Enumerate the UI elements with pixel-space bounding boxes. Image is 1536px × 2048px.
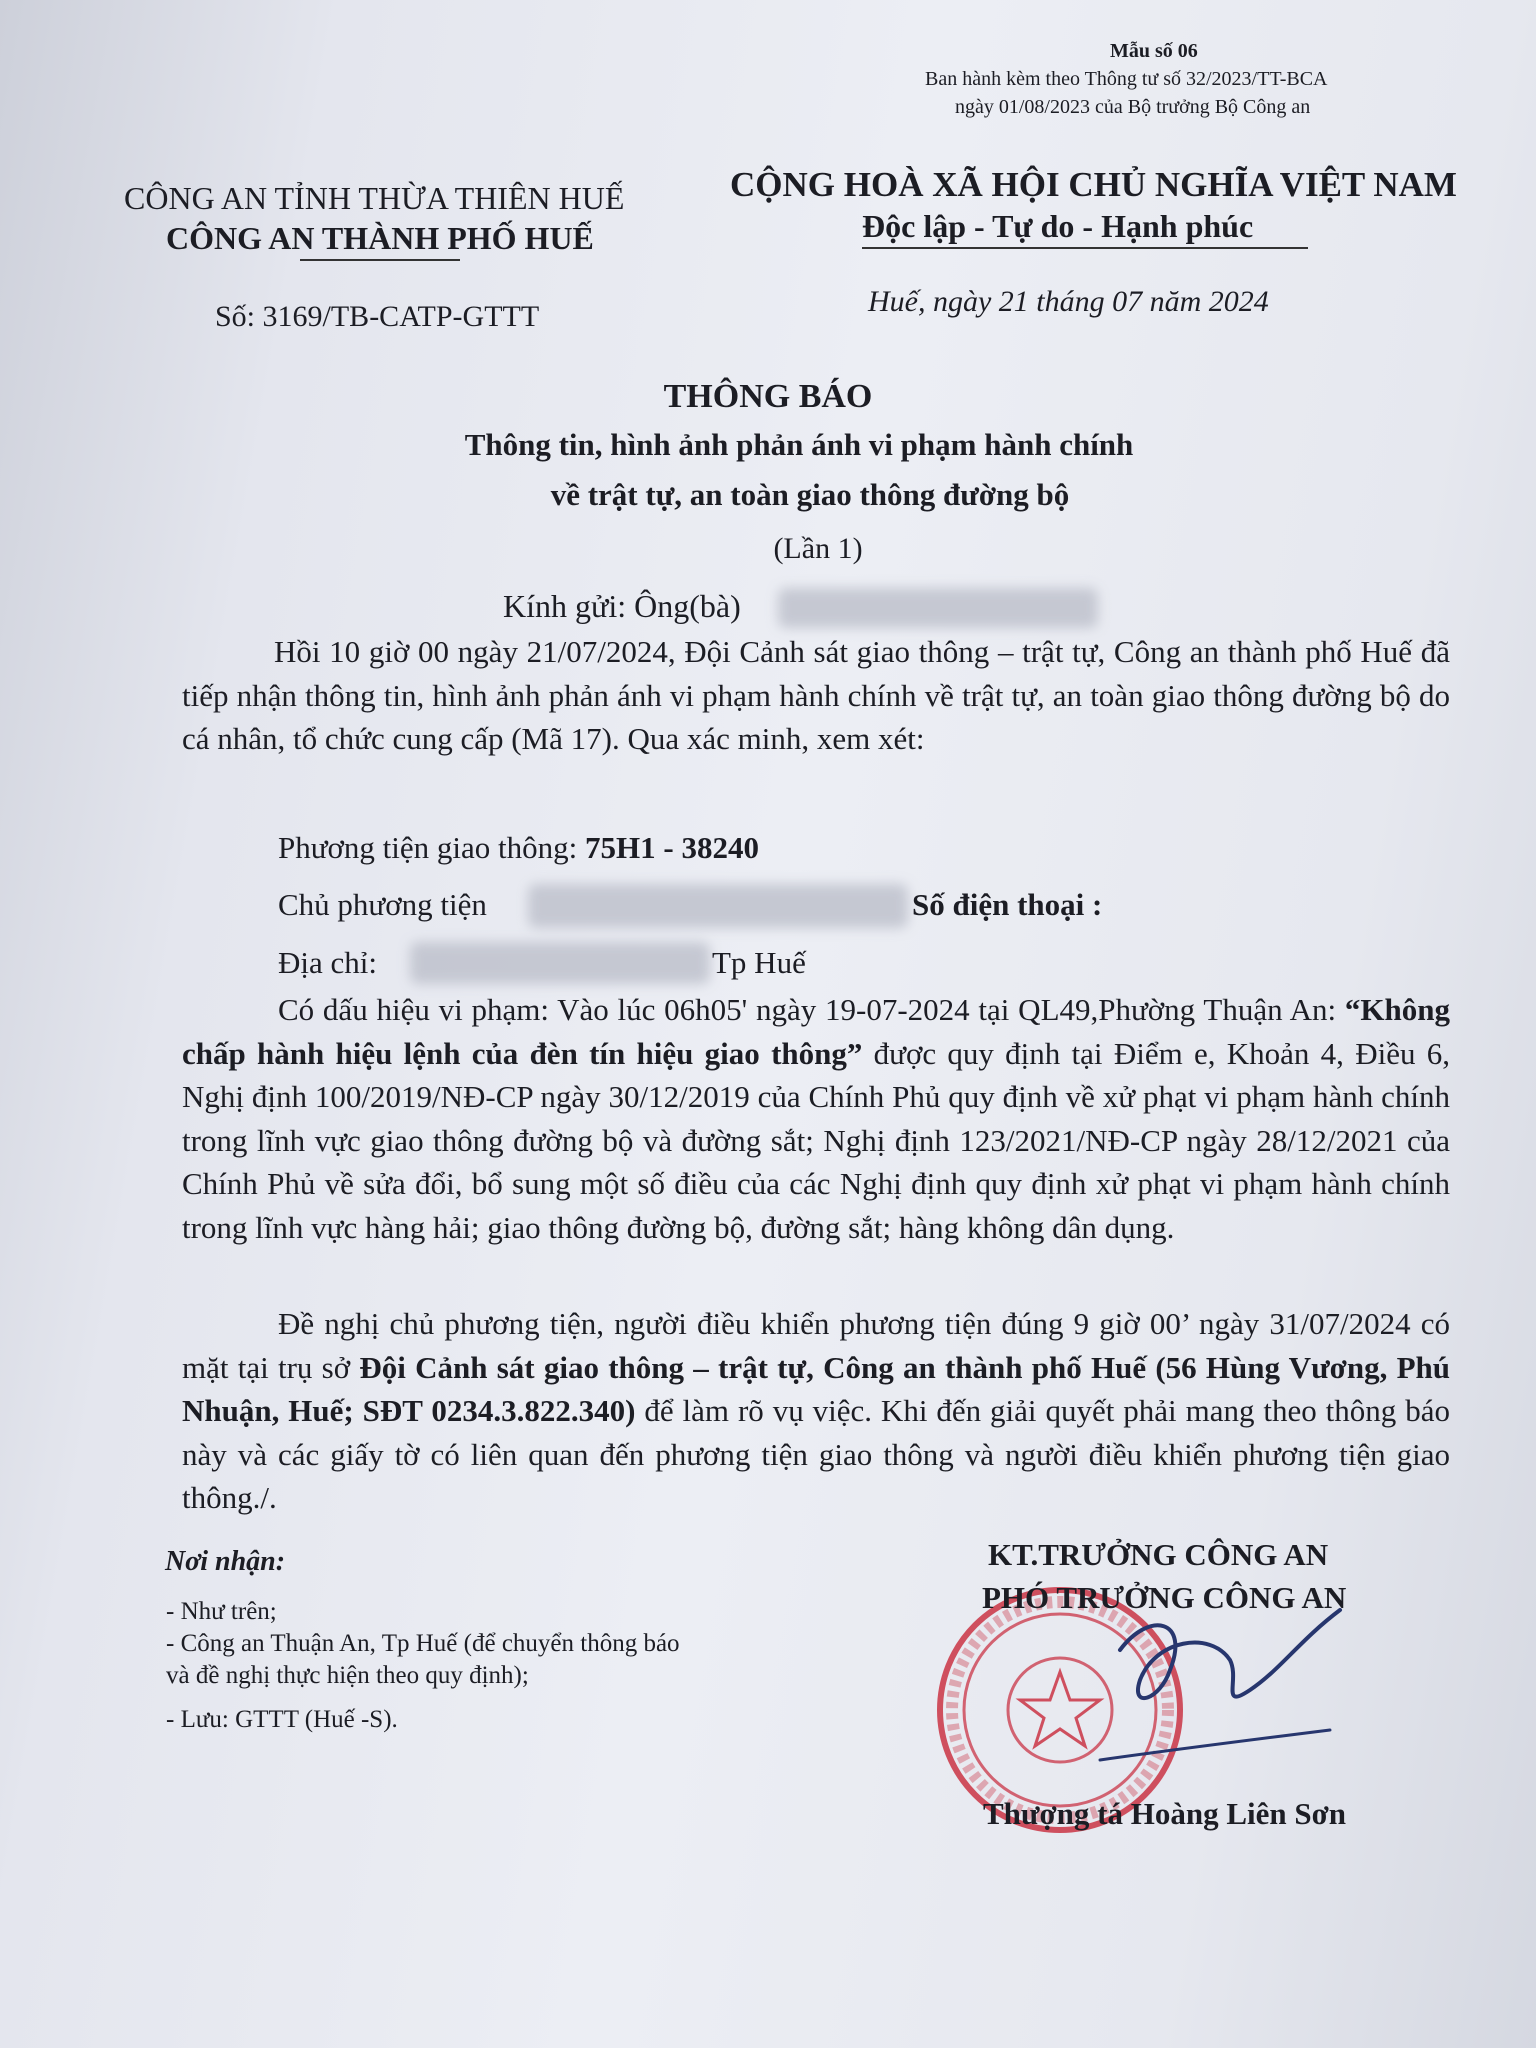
phone-label: Số điện thoại : bbox=[912, 887, 1103, 922]
signatory-name: Thượng tá Hoàng Liên Sơn bbox=[983, 1796, 1347, 1831]
form-number: Mẫu số 06 bbox=[1110, 40, 1198, 62]
violation-legal-basis: được quy định tại Điểm e, Khoản 4, Điều 6, Nghị định 100/2019/NĐ-CP ngày 30/12/2019 của Chính Phủ quy định về xử phạt vi phạm hành chính trong lĩnh vực giao thông đường bộ và đường sắt; Nghị định 123/2021/NĐ-CP ngày 28/12/2021 của Chính Phủ về sửa đổi, bổ sung một số điều của các Nghị định quy định xử phạt vi phạm hành chính trong lĩnh vực hàng hải; giao thông đường bộ, đường sắt; hàng không dân dụng. bbox=[182, 1035, 1451, 1245]
recipients-item: - Như trên; bbox=[166, 1598, 277, 1625]
document-subtitle-2: về trật tự, an toàn giao thông đường bộ bbox=[550, 477, 1070, 512]
request-intro: Đề nghị chủ phương tiện, người điều khiển phương tiện đúng 9 giờ 00’ ngày 31/07/2024 có mặt tại trụ sở bbox=[182, 1306, 1450, 1385]
recipients-title: Nơi nhận: bbox=[165, 1546, 286, 1577]
issued-by-line1: Ban hành kèm theo Thông tư số 32/2023/TT-BCA bbox=[925, 68, 1328, 90]
recipient-label: Kính gửi: Ông(bà) bbox=[503, 588, 741, 624]
intro-paragraph: Hồi 10 giờ 00 ngày 21/07/2024, Đội Cảnh sát giao thông – trật tự, Công an thành phố Huế đã tiếp nhận thông tin, hình ảnh phản ánh vi phạm hành chính về trật tự, an toàn giao thông đường bộ do cá nhân, tổ chức cung cấp (Mã 17). Qua xác minh, xem xét: bbox=[182, 634, 1450, 756]
request-paragraph bbox=[182, 1302, 1450, 1520]
document-subtitle-1: Thông tin, hình ảnh phản ánh vi phạm hành chính bbox=[464, 427, 1134, 462]
republic-title: CỘNG HOÀ XÃ HỘI CHỦ NGHĨA VIỆT NAM bbox=[730, 165, 1457, 204]
signatory-title-2: PHÓ TRƯỞNG CÔNG AN bbox=[982, 1580, 1347, 1615]
recipients-item: - Lưu: GTTT (Huế -S). bbox=[166, 1706, 398, 1733]
signatory-title-1: KT.TRƯỞNG CÔNG AN bbox=[988, 1537, 1329, 1572]
handwritten-signature-icon bbox=[1080, 1590, 1350, 1770]
republic-motto: Độc lập - Tự do - Hạnh phúc bbox=[862, 208, 1254, 244]
recipients-item: - Công an Thuận An, Tp Huế (để chuyển thông báo bbox=[166, 1630, 680, 1657]
document-number: Số: 3169/TB-CATP-GTTT bbox=[215, 300, 540, 333]
org-name-city: CÔNG AN THÀNH PHỐ HUẾ bbox=[166, 220, 594, 256]
request-instructions: để làm rõ vụ việc. Khi đến giải quyết phải mang theo thông báo này và các giấy tờ có liên quan đến phương tiện giao thông và người điều khiển phương tiện giao thông./. bbox=[182, 1393, 1450, 1515]
violation-paragraph bbox=[182, 988, 1450, 1249]
request-location: Đội Cảnh sát giao thông – trật tự, Công an thành phố Huế (56 Hùng Vương, Phú Nhuận, Huế; SĐT 0234.3.822.340) bbox=[182, 1349, 1450, 1428]
redacted-owner-name bbox=[528, 884, 908, 928]
issued-by-line2: ngày 01/08/2023 của Bộ trưởng Bộ Công an bbox=[955, 96, 1311, 118]
vehicle-line bbox=[278, 830, 759, 866]
address-tail: Tp Huế bbox=[712, 945, 806, 980]
motto-underline bbox=[862, 247, 1308, 249]
owner-line bbox=[278, 887, 487, 923]
redacted-recipient-name bbox=[778, 588, 1098, 628]
vehicle-plate: 75H1 - 38240 bbox=[585, 830, 759, 865]
violation-intro: Có dấu hiệu vi phạm: Vào lúc 06h05' ngày 19-07-2024 tại QL49,Phường Thuận An: bbox=[278, 992, 1345, 1027]
org-name-province: CÔNG AN TỈNH THỪA THIÊN HUẾ bbox=[124, 180, 625, 216]
vehicle-label: Phương tiện giao thông: bbox=[278, 830, 586, 865]
address-label: Địa chỉ: bbox=[278, 945, 377, 980]
notice-attempt: (Lần 1) bbox=[773, 532, 863, 565]
violation-description: “Không chấp hành hiệu lệnh của đèn tín hiệu giao thông” bbox=[182, 992, 1450, 1071]
org-underline bbox=[300, 259, 460, 261]
owner-label: Chủ phương tiện bbox=[278, 887, 487, 922]
recipients-item: và đề nghị thực hiện theo quy định); bbox=[166, 1662, 529, 1689]
document-title: THÔNG BÁO bbox=[663, 378, 873, 415]
place-date: Huế, ngày 21 tháng 07 năm 2024 bbox=[868, 285, 1269, 318]
redacted-address bbox=[410, 942, 710, 984]
